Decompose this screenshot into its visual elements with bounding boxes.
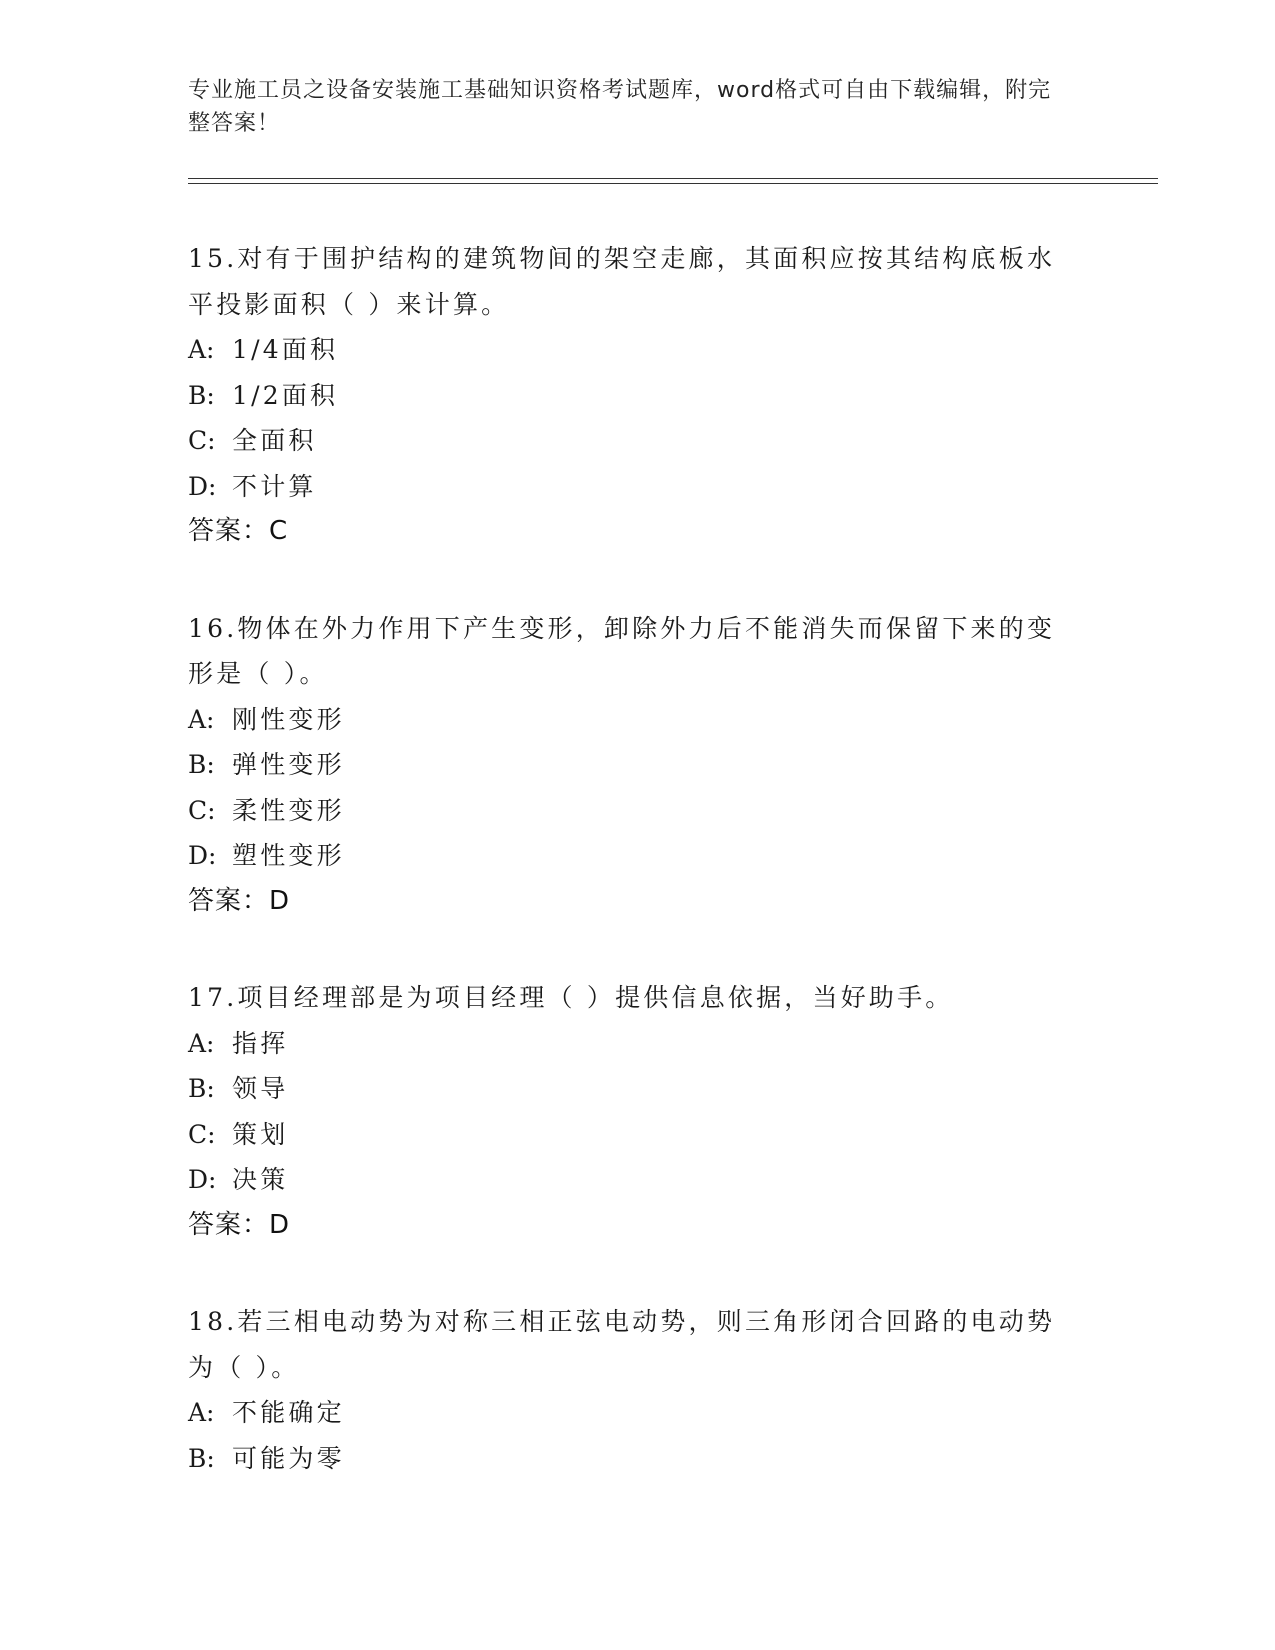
option-letter: A: [188, 1028, 215, 1058]
option-letter: C: [188, 795, 216, 825]
question-15 [188, 236, 1088, 555]
option-text: 1/4面积 [232, 335, 339, 364]
option-b [188, 373, 1088, 419]
question-16 [188, 606, 1088, 925]
option-text: 指挥 [232, 1028, 289, 1058]
answer-line: 答案：C [188, 516, 289, 546]
option-a [188, 327, 1088, 373]
option-c [188, 788, 1088, 834]
answer-line: 答案：D [188, 885, 291, 916]
option-letter: B: [188, 1443, 215, 1473]
option-text: 全面积 [232, 426, 317, 455]
option-a [188, 697, 1088, 743]
option-letter: B: [188, 380, 215, 410]
document-header: 专业施工员之设备安装施工基础知识资格考试题库，word格式可自由下载编辑，附完整答案！ [188, 78, 1052, 136]
option-letter: B: [188, 1074, 215, 1103]
header-divider-top [188, 178, 1158, 179]
question-17 [188, 975, 1088, 1248]
option-letter: C: [188, 426, 216, 455]
option-b [188, 1066, 1088, 1112]
option-letter: D: [188, 471, 217, 501]
option-d [188, 1157, 1088, 1203]
option-letter: C: [188, 1119, 216, 1149]
question-list [188, 236, 1088, 1532]
question-18 [188, 1299, 1088, 1481]
option-text: 1/2面积 [232, 380, 339, 410]
option-b [188, 742, 1088, 788]
option-c [188, 1112, 1088, 1158]
question-stem: 17.项目经理部是为项目经理（ ）提供信息依据，当好助手。 [188, 983, 954, 1012]
option-text: 可能为零 [232, 1443, 345, 1473]
option-text: 不计算 [232, 471, 317, 501]
option-a [188, 1021, 1088, 1067]
option-letter: D: [188, 1165, 217, 1194]
option-d [188, 833, 1088, 879]
header-divider-bottom [188, 183, 1158, 184]
option-letter: A: [188, 1398, 215, 1427]
option-text: 塑性变形 [232, 841, 345, 870]
answer-line: 答案：D [188, 1209, 291, 1240]
option-text: 弹性变形 [232, 750, 345, 779]
question-stem: 18.若三相电动势为对称三相正弦电动势，则三角形闭合回路的电动势为（ ）。 [188, 1307, 1056, 1382]
option-text: 策划 [232, 1119, 289, 1149]
option-text: 柔性变形 [232, 795, 345, 825]
option-d [188, 464, 1088, 510]
option-text: 领导 [232, 1074, 289, 1103]
option-letter: A: [188, 335, 215, 364]
option-letter: B: [188, 750, 215, 779]
question-stem: 16.物体在外力作用下产生变形，卸除外力后不能消失而保留下来的变形是（ ）。 [188, 613, 1056, 688]
option-letter: A: [188, 704, 215, 734]
option-b [188, 1436, 1088, 1482]
option-text: 决策 [232, 1165, 289, 1194]
option-text: 刚性变形 [232, 704, 345, 734]
option-a [188, 1390, 1088, 1436]
option-text: 不能确定 [232, 1398, 345, 1427]
option-letter: D: [188, 841, 217, 870]
option-c [188, 418, 1088, 464]
question-stem: 15.对有于围护结构的建筑物间的架空走廊，其面积应按其结构底板水平投影面积（ ）来计算。 [188, 244, 1056, 319]
